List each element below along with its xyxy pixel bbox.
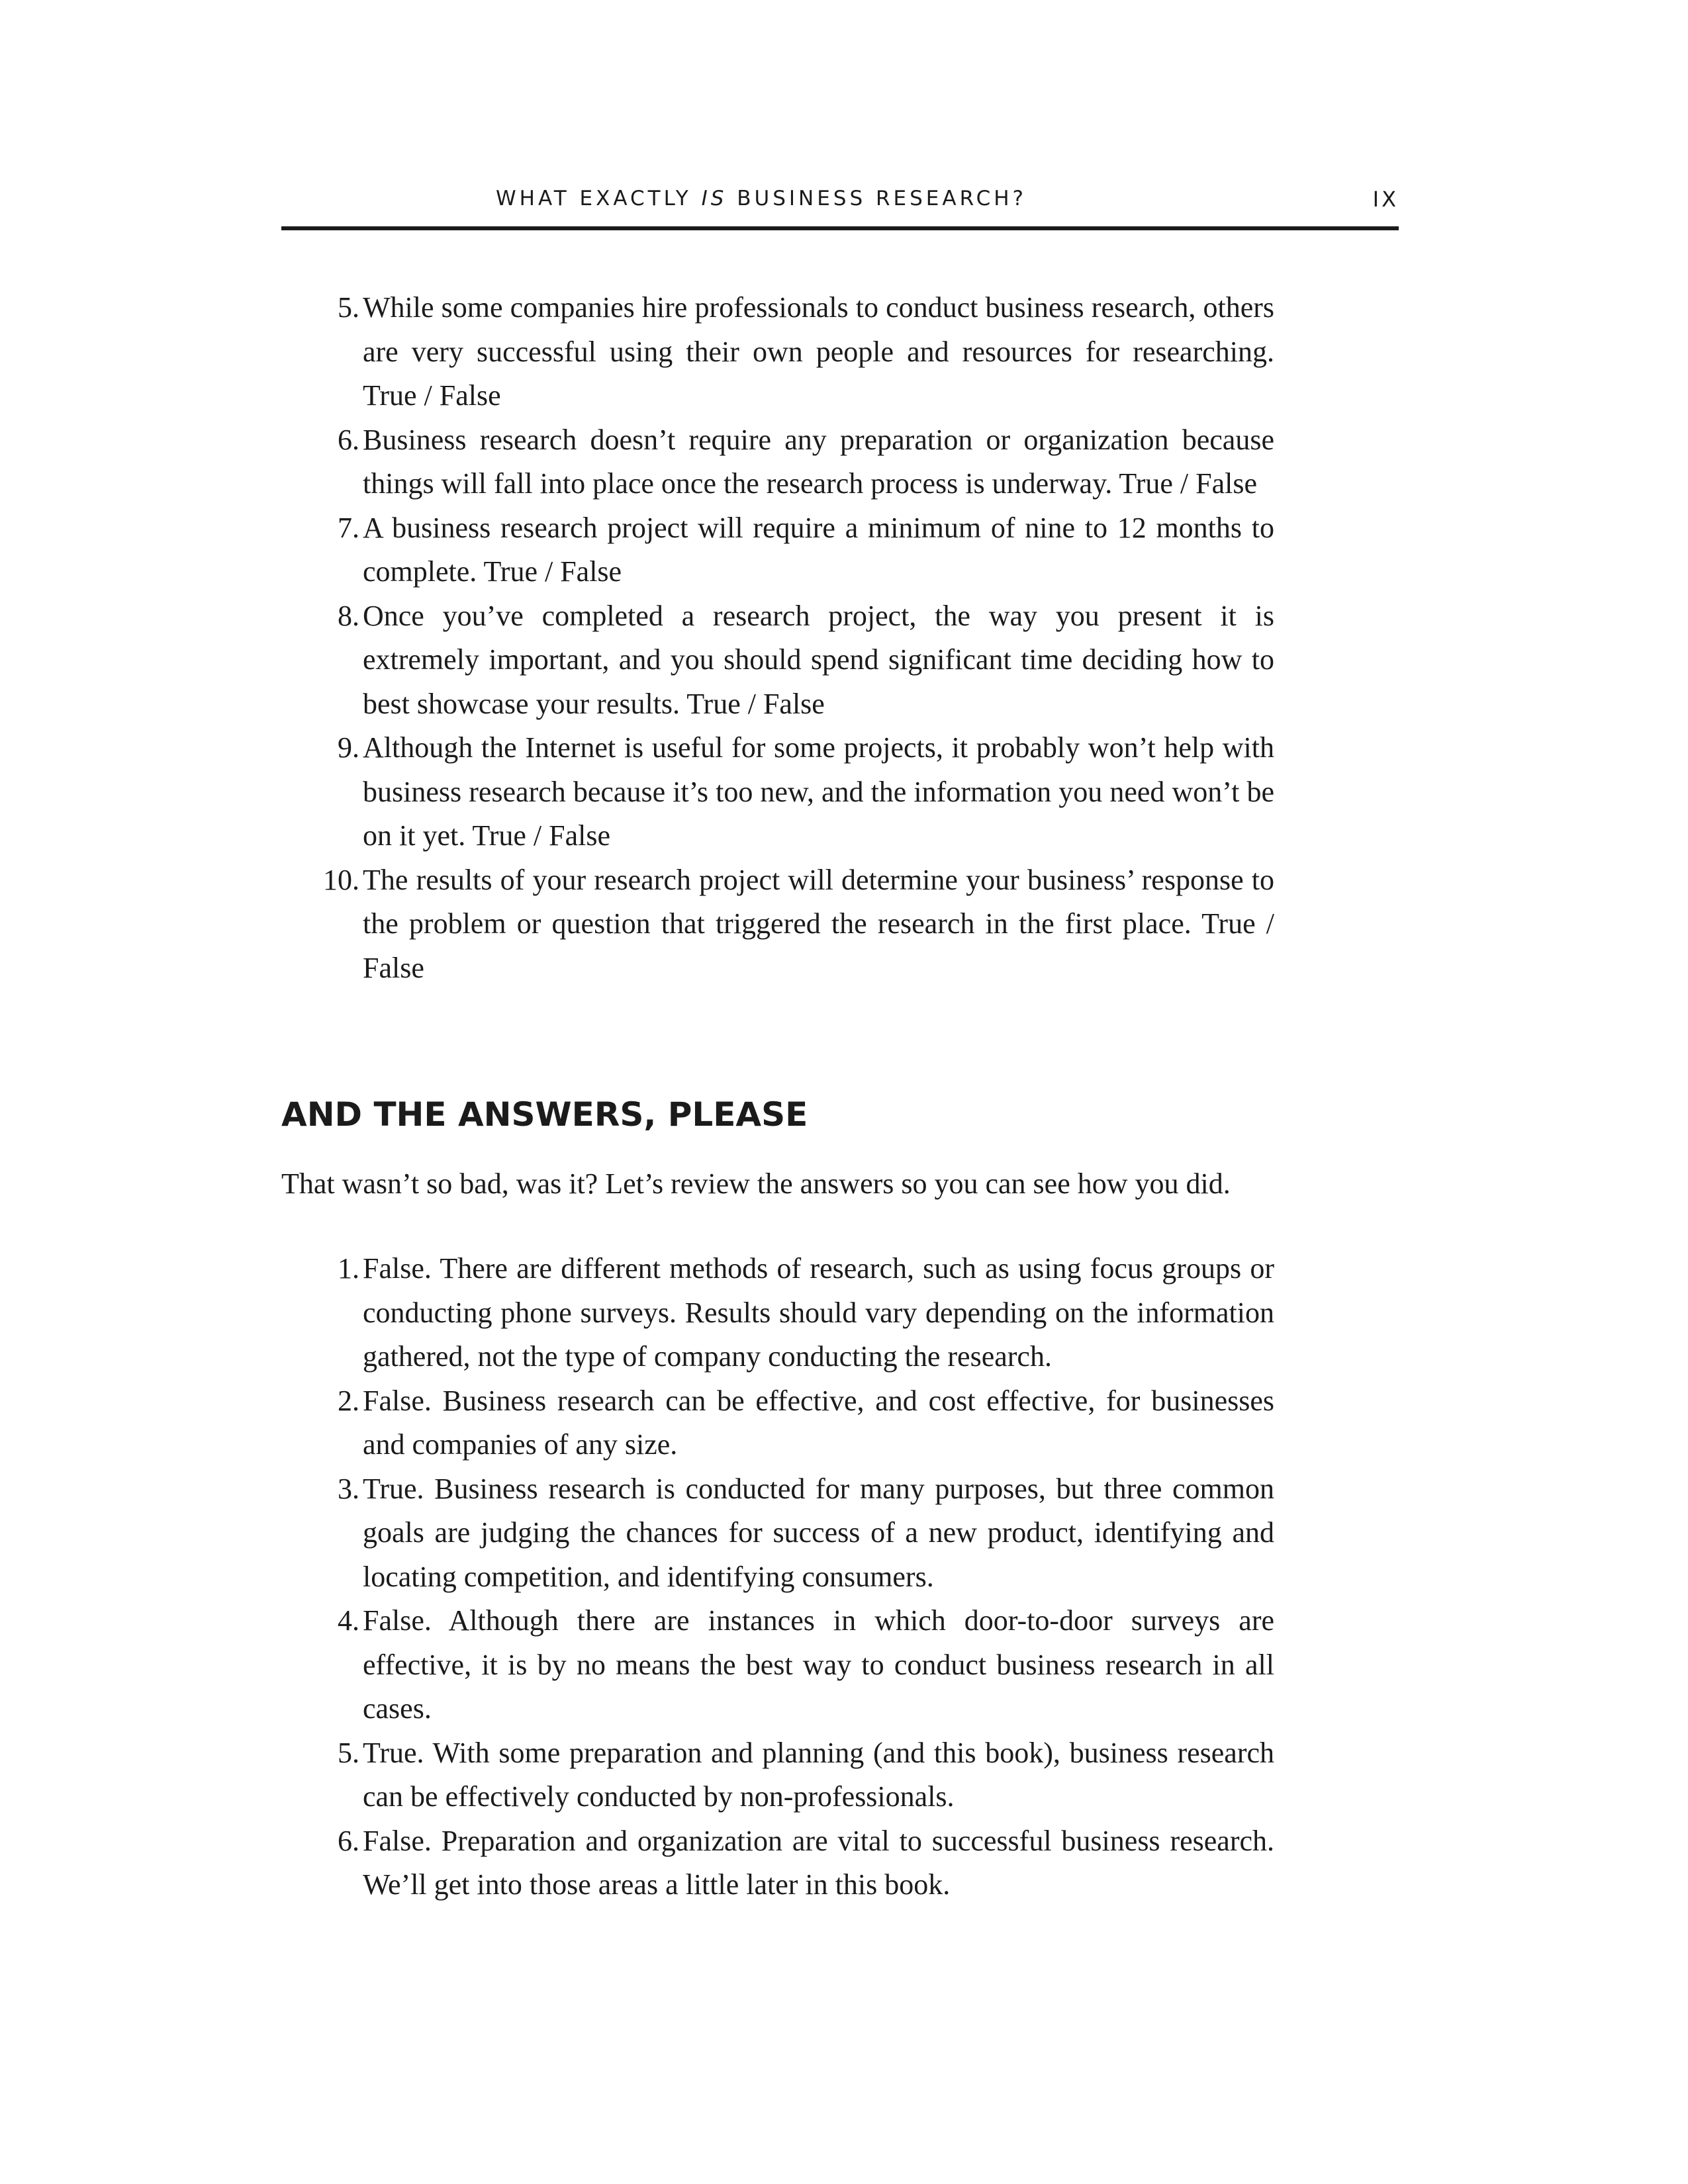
- question-number: 8.: [338, 599, 359, 632]
- section-heading: AND THE ANSWERS, PLEASE: [281, 1095, 808, 1134]
- answer-item: [281, 1731, 1274, 1819]
- answer-item: [281, 1819, 1274, 1907]
- answer-number: 4.: [338, 1604, 359, 1637]
- quiz-question: [281, 418, 1274, 506]
- answer-number: 2.: [338, 1384, 359, 1417]
- question-number: 9.: [338, 731, 359, 764]
- question-text: A business research project will require a minimum of nine to 12 months to complete. True / False: [363, 511, 1274, 588]
- question-text: Business research doesn’t require any preparation or organization because things will fall into place once the research process is underway. True / False: [363, 423, 1274, 500]
- quiz-question: [281, 286, 1274, 418]
- answer-item: [281, 1379, 1274, 1467]
- answer-number: 6.: [338, 1824, 359, 1857]
- answer-number: 1.: [338, 1252, 359, 1285]
- answer-item: [281, 1467, 1274, 1600]
- answer-text: True. With some preparation and planning (and this book), business research can be effectively conducted by non-professionals.: [363, 1736, 1274, 1813]
- running-header-title: [281, 187, 1241, 210]
- answer-text: False. There are different methods of research, such as using focus groups or conducting phone surveys. Results should vary depending on the information gathered, not the type of company conducting the research.: [363, 1252, 1274, 1373]
- question-number: 6.: [338, 423, 359, 456]
- answers-list: [281, 1247, 1274, 1907]
- quiz-question: [281, 858, 1274, 991]
- answer-text: False. Business research can be effective, and cost effective, for businesses and companies of any size.: [363, 1384, 1274, 1461]
- question-number: 10.: [323, 863, 359, 896]
- header-title-emphasis: IS: [701, 187, 727, 210]
- page-number: IX: [1372, 187, 1399, 212]
- running-header: [281, 184, 1399, 230]
- quiz-question: [281, 506, 1274, 594]
- answer-text: False. Although there are instances in which door-to-door surveys are effective, it is by no means the best way to conduct business research in all cases.: [363, 1604, 1274, 1725]
- question-text: The results of your research project will determine your business’ response to the problem or question that triggered the research in the first place. True / False: [363, 863, 1274, 984]
- question-text: While some companies hire professionals to conduct business research, others are very successful using their own people and resources for researching. True / False: [363, 291, 1274, 412]
- header-title-before: WHAT EXACTLY: [495, 187, 702, 210]
- header-title-after: BUSINESS RESEARCH?: [727, 187, 1027, 210]
- question-number: 7.: [338, 511, 359, 544]
- question-text: Although the Internet is useful for some projects, it probably won’t help with business research because it’s too new, and the information you need won’t be on it yet. True / False: [363, 731, 1274, 852]
- answer-text: True. Business research is conducted for many purposes, but three common goals are judging the chances for success of a new product, identifying and locating competition, and identifying consumers.: [363, 1472, 1274, 1593]
- quiz-questions-list: [281, 286, 1274, 990]
- question-number: 5.: [338, 291, 359, 324]
- answers-intro: That wasn’t so bad, was it? Let’s review the answers so you can see how you did.: [281, 1167, 1231, 1200]
- answer-item: [281, 1599, 1274, 1731]
- quiz-question: [281, 726, 1274, 858]
- answer-text: False. Preparation and organization are vital to successful business research. We’ll get into those areas a little later in this book.: [363, 1824, 1274, 1901]
- answer-number: 3.: [338, 1472, 359, 1505]
- quiz-question: [281, 594, 1274, 727]
- question-text: Once you’ve completed a research project, the way you present it is extremely important, and you should spend significant time deciding how to best showcase your results. True / False: [363, 599, 1274, 720]
- answer-number: 5.: [338, 1736, 359, 1769]
- answer-item: [281, 1247, 1274, 1379]
